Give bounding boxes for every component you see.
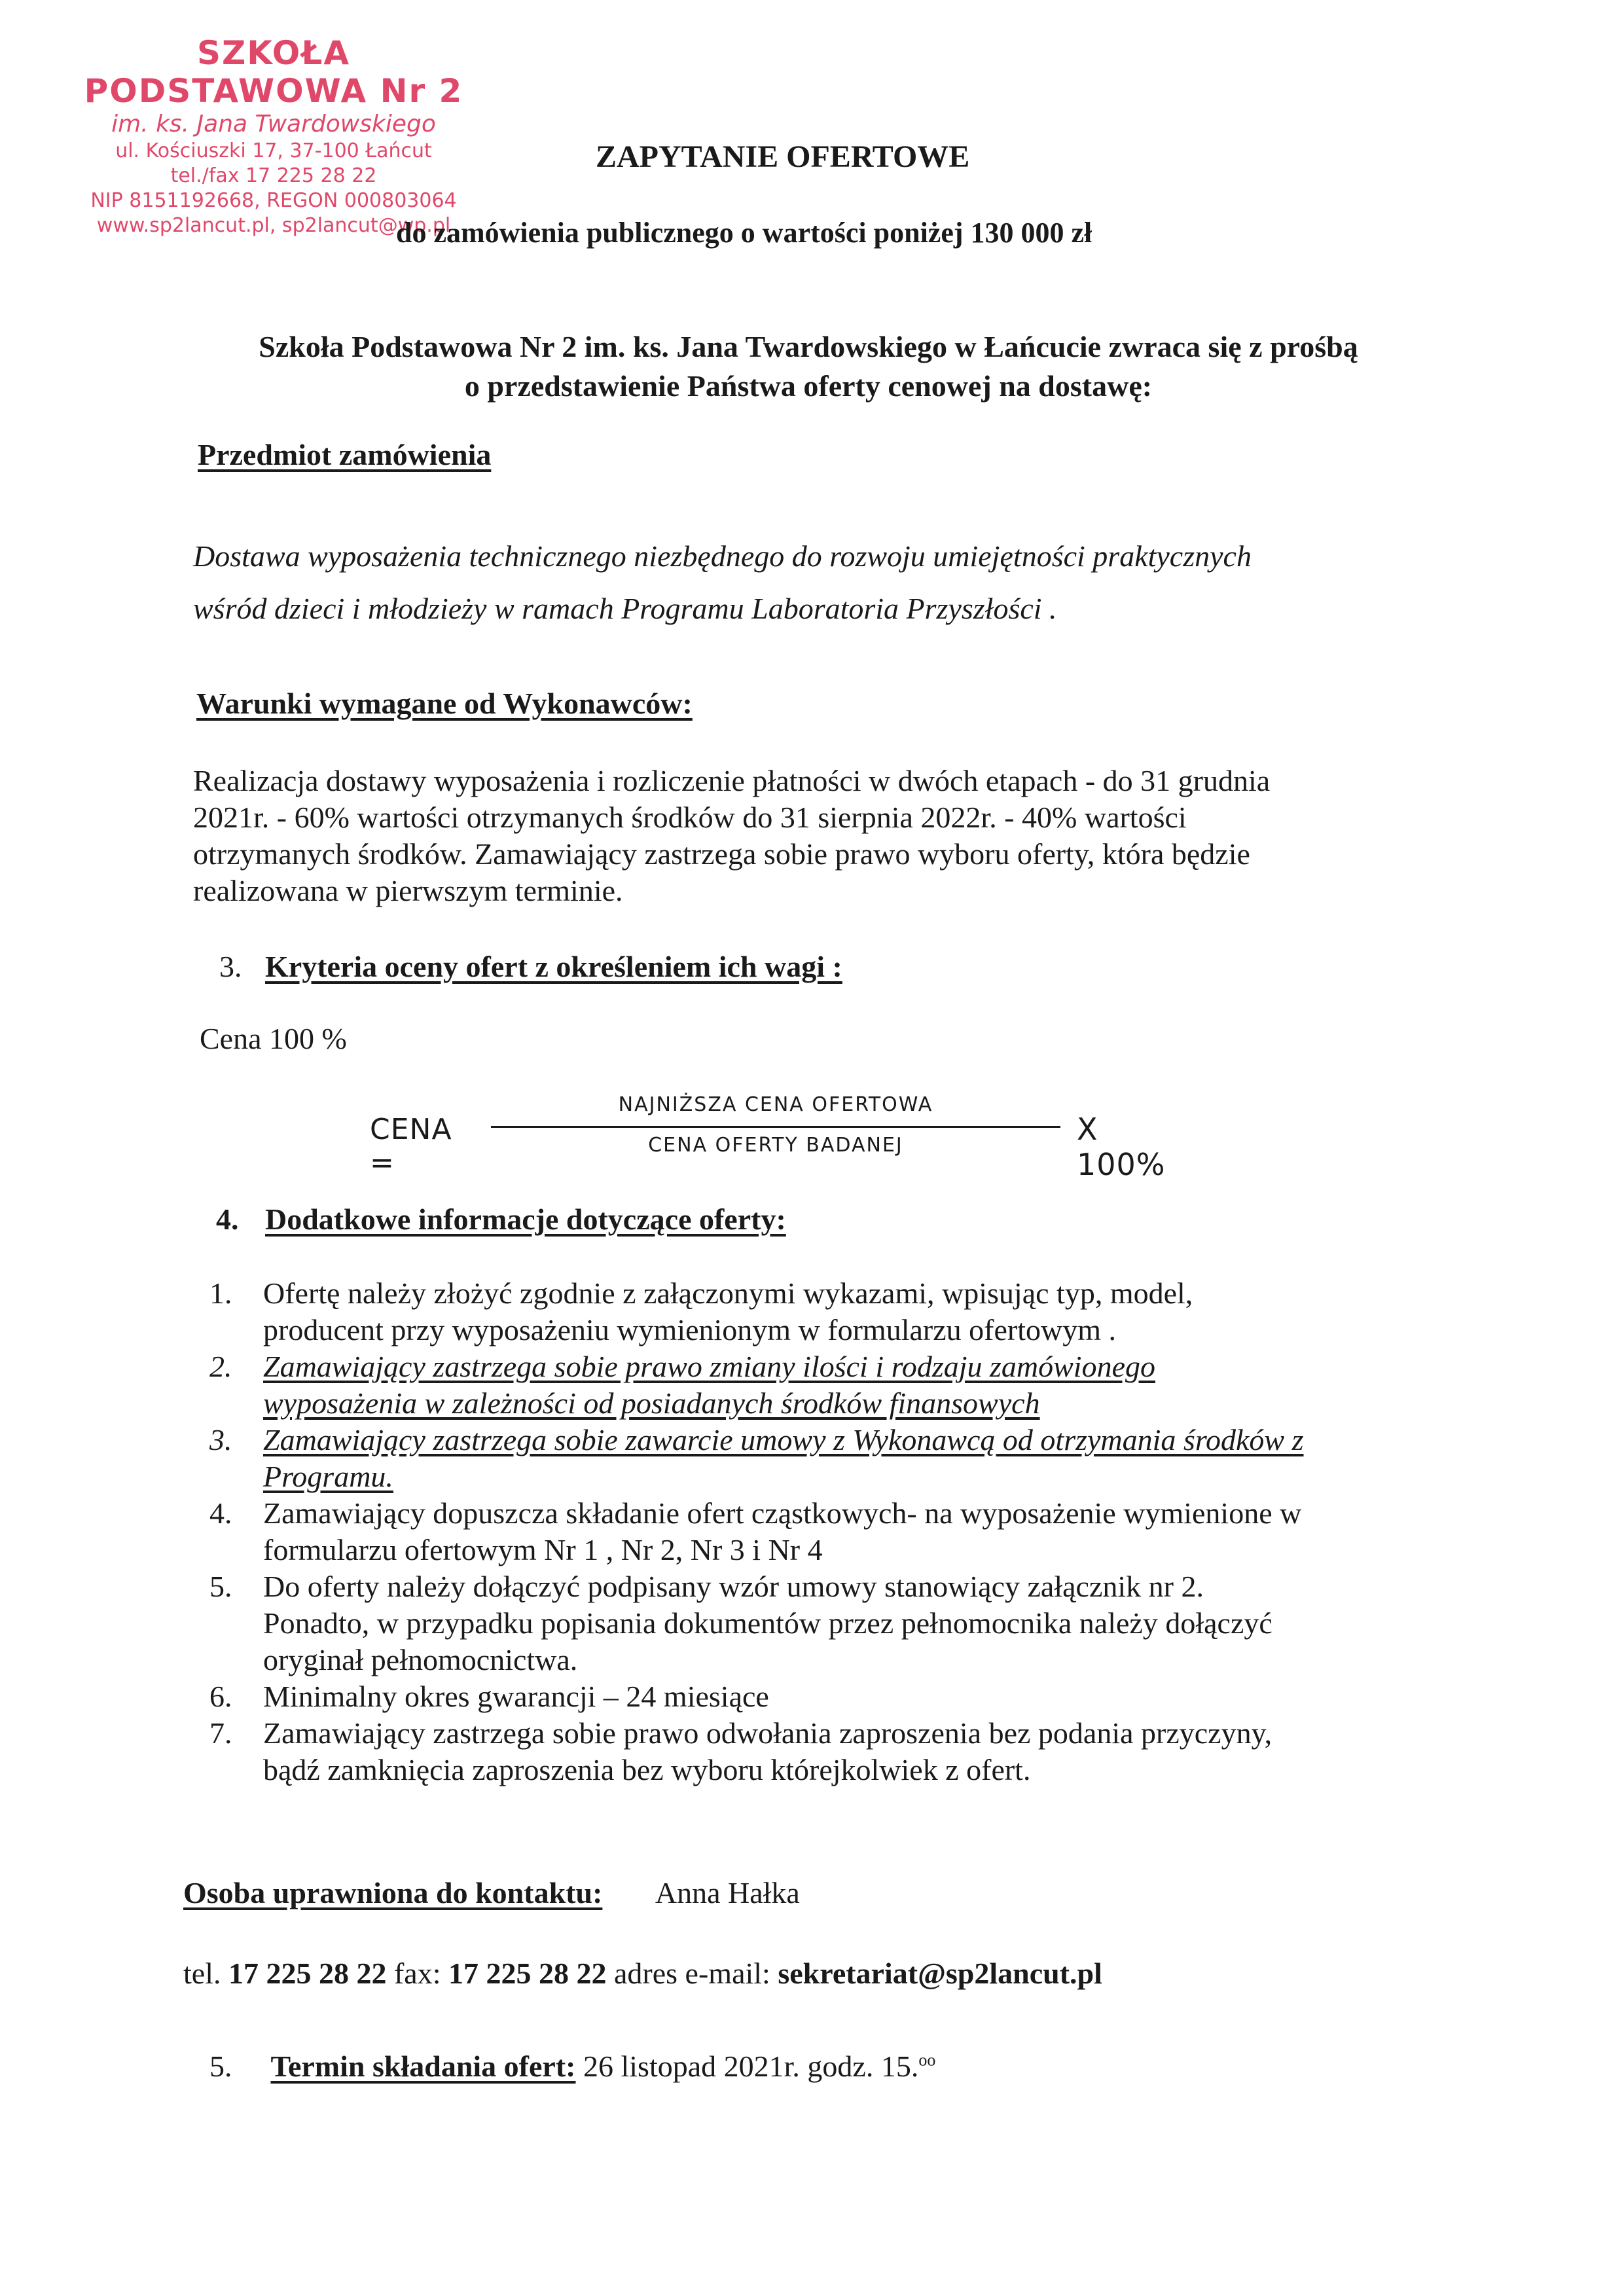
stamp-nip-regon: NIP 8151192668, REGON 000803064 <box>90 189 457 212</box>
list-item <box>209 1678 1427 1715</box>
formula-multiplier: X 100% <box>1077 1111 1166 1182</box>
list-item-line: Zamawiający zastrzega sobie prawo zmiany ilości i rodzaju zamówionego <box>263 1350 1155 1383</box>
deadline-value: 26 listopad 2021r. godz. 15. <box>583 2050 919 2083</box>
list-item-line: producent przy wyposażeniu wymienionym w formularzu ofertowym . <box>263 1313 1116 1346</box>
list-item <box>209 1495 1427 1568</box>
tel-number: 17 225 28 22 <box>228 1957 387 1990</box>
section-number-criteria: 3. <box>219 950 242 983</box>
subject-line: Dostawa wyposażenia technicznego niezbędnego do rozwoju umiejętności praktycznych <box>193 539 1252 573</box>
conditions-line: Realizacja dostawy wyposażenia i rozliczenie płatności w dwóch etapach - do 31 grudnia <box>193 764 1271 797</box>
school-stamp <box>51 34 496 238</box>
section-heading-criteria: Kryteria oceny ofert z określeniem ich wagi : <box>265 950 842 983</box>
list-item-line: oryginał pełnomocnictwa. <box>263 1643 578 1676</box>
list-item <box>209 1568 1427 1678</box>
list-item-line: Zamawiający zastrzega sobie prawo odwołania zaproszenia bez podania przyczyny, <box>263 1716 1272 1750</box>
list-item <box>209 1348 1427 1422</box>
subject-line: wśród dzieci i młodzieży w ramach Programu Laboratoria Przyszłości . <box>193 592 1057 625</box>
intro-line: Szkoła Podstawowa Nr 2 im. ks. Jana Twardowskiego w Łańcucie zwraca się z prośbą <box>259 330 1358 363</box>
list-item-line: Programu. <box>263 1460 393 1493</box>
stamp-phone: tel./fax 17 225 28 22 <box>170 164 377 187</box>
contact-name: Anna Hałka <box>655 1876 800 1909</box>
price-weight: Cena 100 % <box>200 1022 347 1055</box>
list-item <box>209 1422 1427 1495</box>
subject-description <box>193 530 1437 635</box>
list-item-line: wyposażenia w zależności od posiadanych środków finansowych <box>263 1386 1040 1420</box>
formula-numerator: NAJNIŻSZA CENA OFERTOWA <box>618 1093 933 1116</box>
list-item-line: Zamawiający dopuszcza składanie ofert cząstkowych- na wyposażenie wymienione w <box>263 1496 1302 1530</box>
list-item <box>209 1275 1427 1348</box>
list-item-line: Ofertę należy złożyć zgodnie z załączonymi wykazami, wpisując typ, model, <box>263 1276 1193 1310</box>
email-address: sekretariat@sp2lancut.pl <box>778 1957 1102 1990</box>
list-item-number: 4. <box>209 1496 232 1530</box>
conditions-paragraph <box>193 763 1424 909</box>
fax-label: fax: <box>393 1957 441 1990</box>
section-heading-info: Dodatkowe informacje dotyczące oferty: <box>265 1202 786 1236</box>
list-item-line: Minimalny okres gwarancji – 24 miesiące <box>263 1680 769 1713</box>
email-label: adres e-mail: <box>614 1957 770 1990</box>
list-item-line: formularzu ofertowym Nr 1 , Nr 2, Nr 3 i Nr 4 <box>263 1533 823 1566</box>
conditions-line: otrzymanych środków. Zamawiający zastrzega sobie prawo wyboru oferty, która będzie <box>193 837 1250 871</box>
stamp-address: ul. Kościuszki 17, 37-100 Łańcut <box>115 139 432 162</box>
section-number-info: 4. <box>216 1202 239 1236</box>
list-item-line: Do oferty należy dołączyć podpisany wzór umowy stanowiący załącznik nr 2. <box>263 1570 1204 1603</box>
conditions-line: realizowana w pierwszym terminie. <box>193 874 623 907</box>
list-item-number: 1. <box>209 1276 232 1310</box>
list-item-line: Ponadto, w przypadku popisania dokumentów przez pełnomocnika należy dołączyć <box>263 1606 1272 1640</box>
contact-details-row <box>183 1956 1102 1991</box>
list-item-number: 3. <box>209 1423 232 1456</box>
tel-label: tel. <box>183 1957 221 1990</box>
list-item-number: 6. <box>209 1680 232 1713</box>
info-list <box>209 1275 1427 1788</box>
conditions-line: 2021r. - 60% wartości otrzymanych środków do 31 sierpnia 2022r. - 40% wartości <box>193 801 1187 834</box>
document-subtitle: do zamówienia publicznego o wartości poniżej 130 000 zł <box>396 217 1092 249</box>
list-item-line: bądź zamknięcia zaproszenia bez wyboru którejkolwiek z ofert. <box>263 1753 1031 1786</box>
document-title: ZAPYTANIE OFERTOWE <box>596 139 970 174</box>
list-item-number: 7. <box>209 1716 232 1750</box>
contact-label: Osoba uprawniona do kontaktu: <box>183 1876 603 1909</box>
stamp-patron: im. ks. Jana Twardowskiego <box>111 111 436 137</box>
deadline-row <box>209 2049 935 2084</box>
intro-line: o przedstawienie Państwa oferty cenowej na dostawę: <box>464 369 1153 403</box>
deadline-minutes: oo <box>918 2050 936 2070</box>
deadline-label: Termin składania ofert: <box>270 2050 576 2083</box>
formula-denominator: CENA OFERTY BADANEJ <box>648 1134 903 1157</box>
fraction-bar <box>491 1126 1060 1128</box>
section-heading-conditions: Warunki wymagane od Wykonawców: <box>196 687 693 720</box>
fax-number: 17 225 28 22 <box>448 1957 607 1990</box>
section-heading-subject: Przedmiot zamówienia <box>198 438 492 471</box>
contact-person-row <box>183 1875 800 1910</box>
list-item-line: Zamawiający zastrzega sobie zawarcie umowy z Wykonawcą od otrzymania środków z <box>263 1423 1304 1456</box>
stamp-web-email: www.sp2lancut.pl, sp2lancut@wp.pl <box>96 214 451 237</box>
list-item <box>209 1715 1427 1788</box>
list-item-number: 2. <box>209 1350 232 1383</box>
deadline-number: 5. <box>209 2050 232 2083</box>
stamp-school-name: SZKOŁA PODSTAWOWA Nr 2 <box>84 34 463 110</box>
intro-paragraph <box>193 327 1424 406</box>
formula-label: CENA = <box>370 1113 452 1180</box>
list-item-number: 5. <box>209 1570 232 1603</box>
